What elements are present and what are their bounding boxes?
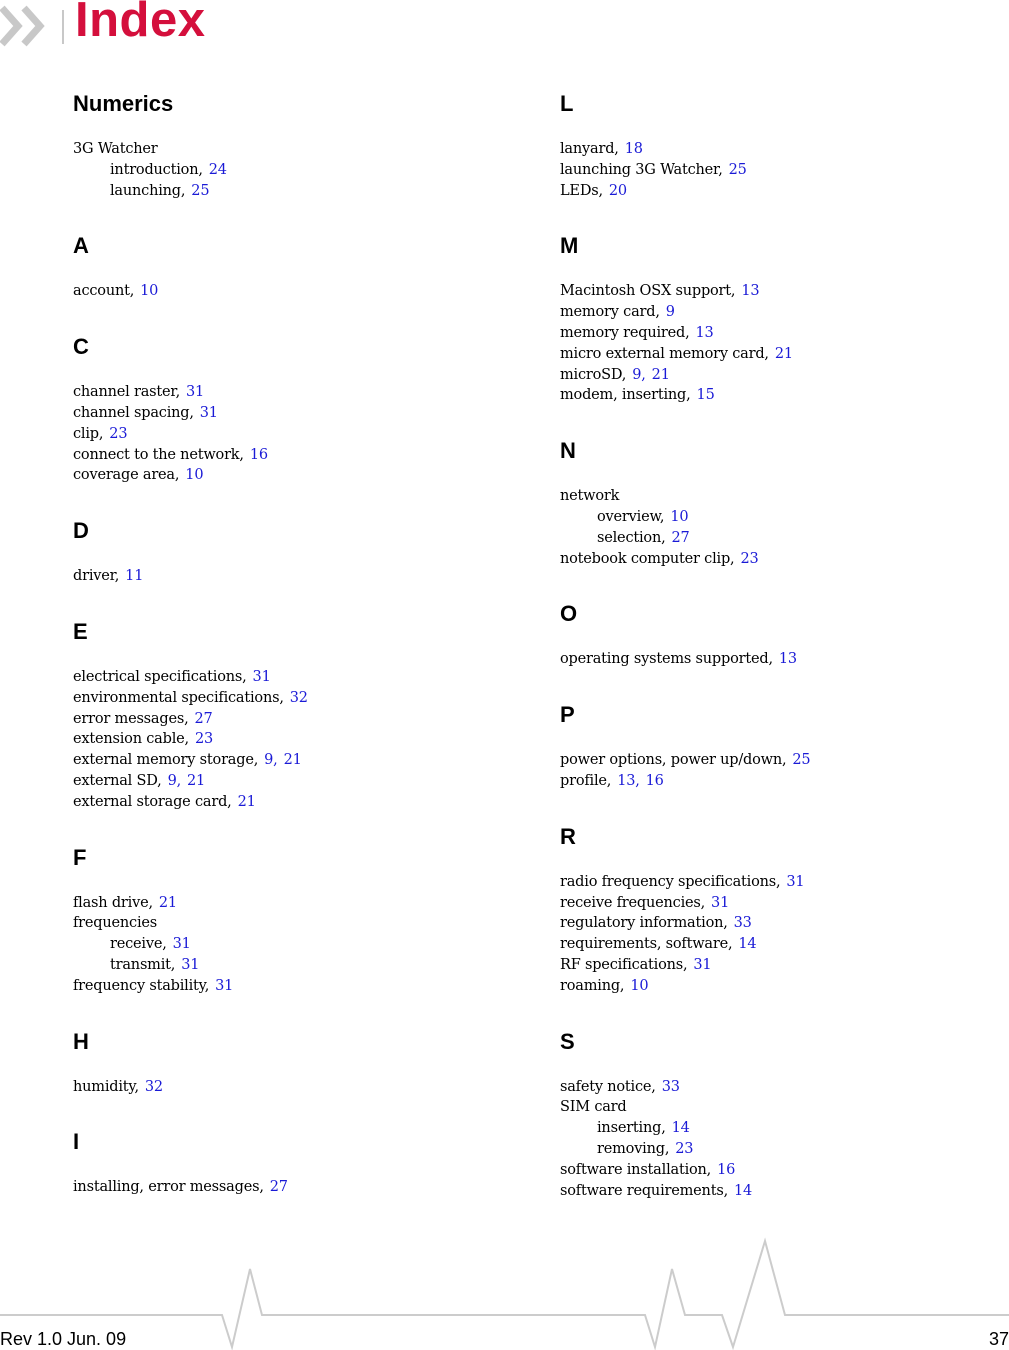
entry-text: channel spacing, [73,404,194,421]
page-link[interactable]: 31 [252,668,271,685]
page-link[interactable]: 14 [738,936,757,953]
entry-text: selection, [597,529,666,546]
index-entry [560,344,1000,365]
index-section [73,1026,513,1098]
index-entry [560,486,1000,507]
page-link[interactable]: 31 [786,873,805,890]
entry-text: receive, [110,936,167,953]
page-link[interactable]: 31 [693,956,712,973]
index-entry [560,750,1000,771]
entry-text: RF specifications, [560,956,688,973]
page-link[interactable]: 31 [199,404,218,421]
section-letter: H [73,1028,89,1054]
index-entry [560,160,1000,181]
entry-text: clip, [73,425,104,442]
page-link[interactable]: 21 [651,366,670,383]
index-section [73,88,513,201]
index-section [73,616,513,813]
entry-text: modem, inserting, [560,387,691,404]
page-link[interactable]: 9, [632,366,646,383]
index-entry [560,365,1000,386]
footer-revision: Rev 1.0 Jun. 09 [0,1329,127,1349]
entry-text: flash drive, [73,894,153,911]
entry-text: receive frequencies, [560,894,706,911]
entry-text: coverage area, [73,467,180,484]
section-letter: I [73,1129,80,1155]
index-entry [73,913,513,934]
entry-text: profile, [560,772,612,789]
chevron-right-icon [0,4,72,48]
entry-text: launching 3G Watcher, [560,161,723,178]
section-letter: Numerics [73,91,174,116]
page-link[interactable]: 9 [665,304,675,321]
entry-text: connect to the network, [73,446,244,463]
section-letter: N [560,438,576,464]
section-letter: E [73,618,88,644]
index-entry [73,424,513,445]
page-link[interactable]: 31 [185,384,205,401]
page-link[interactable]: 10 [670,508,689,525]
page-link[interactable]: 23 [194,731,213,748]
section-letter: M [560,233,579,259]
page-link[interactable]: 14 [733,1182,753,1199]
index-entry [73,729,513,750]
page-link[interactable]: 16 [645,772,664,789]
entry-text: network [560,488,620,505]
index-entry [560,976,1000,997]
entry-text: Macintosh OSX support, [560,283,736,300]
index-entry [73,281,513,302]
page-link[interactable]: 25 [728,161,747,178]
index-entry [73,445,513,466]
page-link[interactable]: 33 [661,1078,680,1095]
index-subentry [73,160,513,181]
entry-text: microSD, [560,366,627,383]
entry-text: installing, error messages, [73,1179,264,1196]
page-link[interactable]: 20 [608,182,627,199]
entry-text: launching, [110,182,186,199]
page-link[interactable]: 27 [269,1179,288,1196]
page-link[interactable]: 16 [249,446,268,463]
section-letter: S [560,1028,575,1054]
entry-text: software installation, [560,1161,712,1178]
index-subentry [560,528,1000,549]
entry-text: notebook computer clip, [560,550,735,567]
entry-text: regulatory information, [560,915,728,932]
index-subentry [560,1139,1000,1160]
index-subentry [560,1118,1000,1139]
index-entry [560,181,1000,202]
entry-text: power options, power up/down, [560,752,787,769]
index-entry [560,323,1000,344]
index-entry [560,913,1000,934]
page-link[interactable]: 10 [630,977,649,994]
page-link[interactable]: 32 [144,1078,163,1095]
page-link[interactable]: 13 [778,651,797,668]
entry-text: external storage card, [73,793,232,810]
index-entry [560,893,1000,914]
entry-text: requirements, software, [560,936,733,953]
entry-text: humidity, [73,1078,139,1095]
index-entry [560,385,1000,406]
index-entry [73,771,513,792]
index-entry [560,934,1000,955]
index-entry [560,649,1000,670]
index-section [560,1026,1000,1202]
section-letter: L [560,91,574,116]
index-entry [73,1177,513,1198]
page-link[interactable]: 24 [208,161,227,178]
section-letter: R [560,823,576,849]
entry-text: memory card, [560,304,660,321]
page-link[interactable]: 21 [774,345,793,362]
entry-text: transmit, [110,956,176,973]
index-subentry [73,181,513,202]
entry-text: environmental specifications, [73,689,284,706]
index-section [73,515,513,587]
entry-text: account, [73,283,135,300]
index-section [73,331,513,486]
page-link[interactable]: 21 [237,793,256,810]
index-subentry [560,507,1000,528]
index-entry [73,1077,513,1098]
index-entry [560,872,1000,893]
index-section [73,230,513,302]
entry-text: lanyard, [560,141,619,157]
entry-text: safety notice, [560,1078,656,1095]
entry-text: frequency stability, [73,977,210,994]
page-link[interactable]: 27 [671,529,690,546]
section-letter: C [73,334,89,360]
index-entry [560,771,1000,792]
index-entry [560,1160,1000,1181]
entry-text: micro external memory card, [560,345,769,362]
entry-text: channel raster, [73,384,180,401]
page-link[interactable]: 31 [215,977,234,994]
footer-page-number: 37 [988,1329,1009,1349]
page-title: Index [75,0,206,47]
index-column-left [73,88,513,1227]
index-section [73,1126,513,1198]
page-link[interactable]: 21 [187,772,206,789]
entry-text: electrical specifications, [73,668,247,685]
section-letter: A [73,233,89,259]
index-entry [73,403,513,424]
index-entry [73,667,513,688]
entry-text: frequencies [73,915,157,932]
page-link[interactable]: 31 [711,894,730,911]
index-entry [560,302,1000,323]
page-link[interactable]: 13, [617,772,640,789]
index-entry [73,750,513,771]
index-section [560,821,1000,997]
entry-text: SIM card [560,1099,627,1116]
index-entry [73,792,513,813]
entry-text: overview, [597,508,665,525]
page-link[interactable]: 25 [191,182,210,199]
page-link[interactable]: 21 [158,894,177,911]
index-entry [73,688,513,709]
page-link[interactable]: 10 [140,283,159,300]
entry-text: introduction, [110,161,203,178]
entry-text: driver, [73,568,120,585]
index-entry [73,139,513,160]
page-link[interactable]: 13 [695,324,714,341]
section-letter: O [560,601,578,627]
page-link[interactable]: 9, [264,752,278,769]
page-link[interactable]: 23 [740,550,759,567]
page-link[interactable]: 16 [717,1161,736,1178]
section-letter: F [73,844,87,870]
index-entry [560,1181,1000,1202]
index-entry [560,281,1000,302]
entry-text: 3G Watcher [73,141,158,157]
index-entry [560,955,1000,976]
index-subentry [73,934,513,955]
section-letter: D [73,518,89,544]
index-section [560,88,1000,201]
page-link[interactable]: 21 [283,752,302,769]
index-entry [560,1097,1000,1118]
index-section [560,435,1000,569]
page-link[interactable]: 9, [167,772,182,789]
page-link[interactable]: 31 [181,956,200,973]
signal-wave-icon [0,1235,1009,1350]
page-link[interactable]: 23 [109,425,128,442]
index-entry [73,976,513,997]
index-section [73,842,513,997]
entry-text: operating systems supported, [560,651,773,668]
page-link[interactable]: 11 [125,568,144,585]
entry-text: LEDs, [560,182,603,199]
page-link[interactable]: 31 [172,936,191,953]
index-entry [73,465,513,486]
page-header [0,0,400,50]
page-link[interactable]: 23 [675,1140,694,1157]
page-link[interactable]: 33 [733,915,752,932]
index-section [560,699,1000,792]
entry-text: inserting, [597,1120,666,1137]
index-column-right [560,88,1000,1230]
page-link[interactable]: 14 [671,1120,690,1137]
index-entry [73,709,513,730]
entry-text: error messages, [73,710,189,727]
page-link[interactable]: 27 [194,710,213,727]
entry-text: radio frequency specifications, [560,873,781,890]
index-entry [73,566,513,587]
entry-text: roaming, [560,977,625,994]
page-link[interactable]: 15 [696,387,715,404]
entry-text: external memory storage, [73,752,259,769]
index-entry [560,549,1000,570]
entry-text: external SD, [73,772,162,789]
index-entry [73,382,513,403]
index-subentry [73,955,513,976]
entry-text: extension cable, [73,731,189,748]
entry-text: software requirements, [560,1182,728,1199]
index-entry [73,893,513,914]
index-entry [560,1077,1000,1098]
entry-text: memory required, [560,324,690,341]
page-link[interactable]: 25 [792,752,811,769]
entry-text: removing, [597,1140,670,1157]
page-link[interactable]: 18 [624,141,643,157]
page-link[interactable]: 32 [289,689,308,706]
page-link[interactable]: 13 [741,283,760,300]
section-letter: P [560,702,575,728]
page-link[interactable]: 10 [185,467,204,484]
index-section [560,230,1000,406]
index-entry [560,139,1000,160]
index-section [560,598,1000,670]
